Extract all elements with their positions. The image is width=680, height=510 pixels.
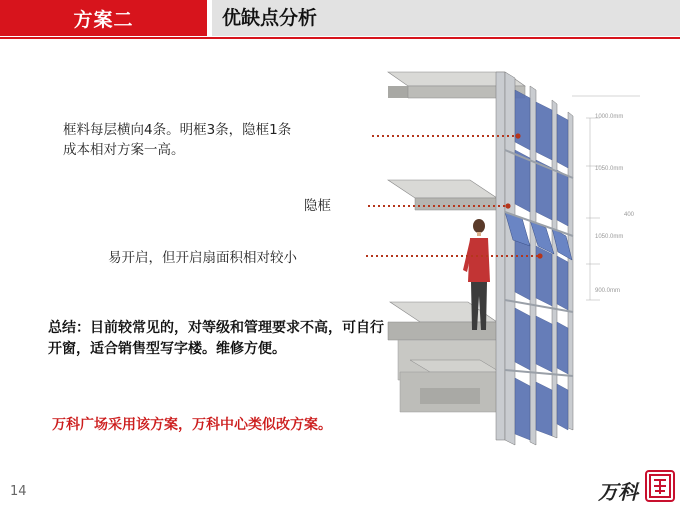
vanke-logo-text: 万科: [598, 480, 638, 504]
frame-note-line-2: 成本相对方案一高。: [63, 142, 185, 158]
open-vents: [505, 212, 572, 260]
transoms: [505, 150, 573, 376]
dimension-label-2: 1050.0mm: [595, 166, 624, 172]
header-divider: [0, 37, 680, 39]
page-title: 优缺点分析: [222, 7, 318, 29]
section-label: 方案二: [0, 0, 207, 36]
dimension-label-1: 1000.0mm: [595, 114, 624, 120]
page-number: 14: [10, 484, 27, 499]
vanke-seal-icon: [645, 470, 675, 502]
frame-note-line-1: 框料每层横向4条。明框3条，隐框1条: [63, 122, 292, 138]
frame-note: [63, 120, 291, 160]
leader-endpoints: [505, 133, 542, 258]
hidden-frame-label: 隐框: [304, 198, 331, 214]
side-dimension-label: 400: [624, 212, 635, 218]
dimension-lines: [572, 96, 640, 300]
opening-note: 易开启，但开启扇面积相对较小: [108, 250, 297, 266]
glass-panels: [515, 90, 568, 440]
leader-lines: [366, 136, 540, 256]
mullions: [496, 72, 573, 445]
vanke-note: 万科广场采用该方案，万科中心类似改方案。: [52, 417, 332, 433]
dimension-label-3: 1050.0mm: [595, 234, 624, 240]
dimension-label-4: 900.0mm: [595, 288, 621, 294]
person-figure: [463, 219, 490, 330]
summary-text: 总结：目前较常见的，对等级和管理要求不高，可自行开窗，适合销售型写字楼。维修方便。: [48, 320, 384, 357]
floor-slabs: [388, 72, 525, 412]
